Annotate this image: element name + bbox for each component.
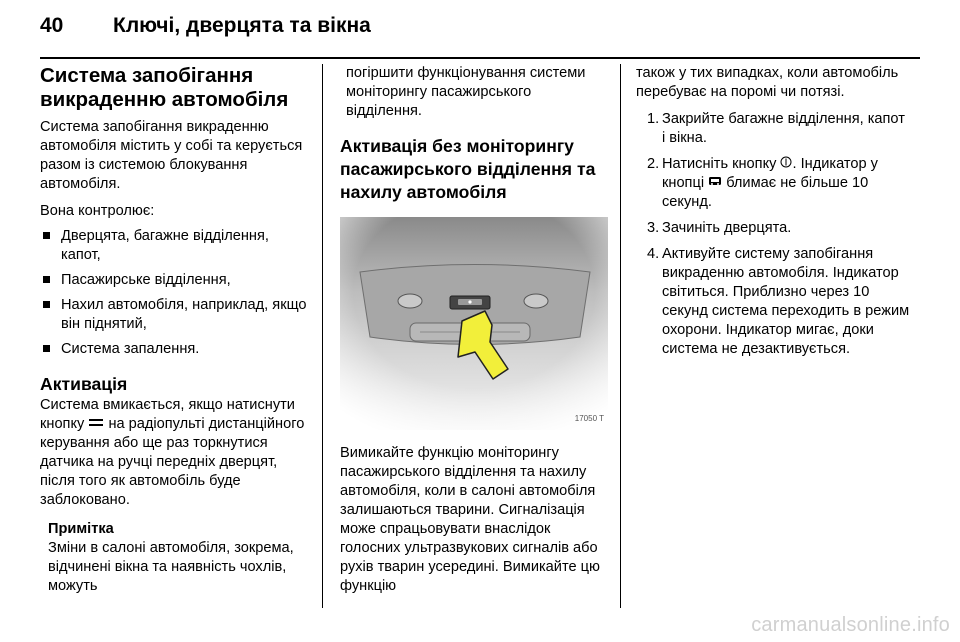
note-title: Примітка: [48, 521, 114, 537]
controls-list: [40, 227, 310, 359]
page-title: Ключі, дверцята та вікна: [113, 14, 371, 37]
continued-text: також у тих випадках, коли автомобіль перебуває на поромі чи потязі.: [636, 65, 899, 100]
continued-text: погіршити функціонування системи моніторингу пасажирського відділення.: [346, 65, 586, 119]
figure-interior-button: [340, 217, 608, 430]
list-item: 2. Натисніть кнопку . Індикатор у кнопці блимає не більше 10 секунд.: [647, 156, 878, 210]
list-item: Пасажирське відділення,: [40, 271, 310, 290]
figure-code: 17050 T: [574, 414, 604, 423]
power-button-icon: [780, 155, 792, 174]
section-heading-no-monitoring: Активація без моніторингу пасажирського відділення та нахилу автомобіля: [340, 136, 596, 202]
car-monitor-icon: [708, 174, 722, 193]
activation-heading: Активація: [40, 374, 128, 394]
note-text: Зміни в салоні автомобіля, зокрема, відчинені вікна та наявність чохлів, можуть: [48, 540, 294, 594]
controls-lead: Вона контролює:: [40, 203, 155, 219]
column-2: [340, 64, 608, 596]
column-divider: [322, 64, 323, 608]
body-paragraph: Вимикайте функцію моніторингу пасажирського відділення та нахилу автомобіля, коли в салоні автомобіля залишаються тварини. Сигналізація може спрацьовувати внаслідок голосних ультразвукових сигналів або рухів тварин усередині. Вимикайте цю функцію: [340, 445, 600, 594]
section-heading-anti-theft: Система запобігання викраденню автомобіля: [40, 64, 289, 111]
activation-paragraph: Система вмикається, якщо натиснути кнопку на радіопульті дистанційного керування або ще раз торкнутися датчика на ручці передніх дверцят, після того як автомобіль буде заблоковано.: [40, 397, 305, 508]
roof-console-illustration: [340, 217, 608, 430]
page-header: [40, 14, 920, 54]
list-item: 3. Зачиніть дверцята.: [647, 220, 792, 236]
lock-button-icon: [88, 415, 104, 434]
bullet-icon: [43, 276, 50, 283]
list-item: Система запалення.: [40, 340, 310, 359]
list-item: Нахил автомобіля, наприклад, якщо він піднятий,: [40, 296, 310, 334]
column-3: [636, 64, 912, 366]
list-item: 4. Активуйте систему запобігання викраденню автомобіля. Індикатор світиться. Приблизно через 10 секунд система переходить в режим охорони. Індикатор мигає, доки система не дезактивується.: [647, 246, 910, 357]
list-item: 1. Закрийте багажне відділення, капот і вікна.: [647, 111, 905, 146]
page-number: 40: [40, 14, 64, 37]
header-divider: [40, 57, 920, 59]
column-divider: [620, 64, 621, 608]
note-box: [48, 520, 310, 596]
bullet-icon: [43, 232, 50, 239]
bullet-icon: [43, 345, 50, 352]
intro-paragraph: Система запобігання викраденню автомобіля містить у собі та керується разом із системою блокування автомобіля.: [40, 119, 303, 192]
column-1: [40, 64, 310, 596]
steps-list: [636, 110, 912, 359]
list-item: Дверцята, багажне відділення, капот,: [40, 227, 310, 265]
bullet-icon: [43, 301, 50, 308]
watermark: carmanualsonline.info: [751, 614, 950, 636]
